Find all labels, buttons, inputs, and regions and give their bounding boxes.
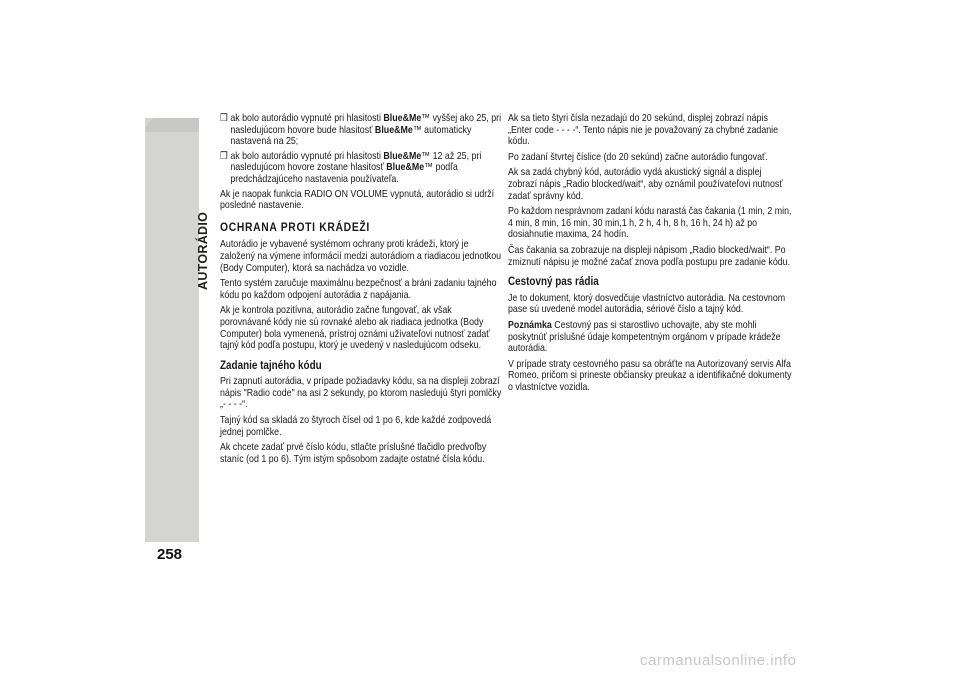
paragraph: Ak sa zadá chybný kód, autorádio vydá akustický signál a displej zobrazí nápis „Radio blocked/wait“, aby oznámil používateľovi nutnosť zadať správny kód. xyxy=(508,167,783,202)
right-column xyxy=(508,113,792,397)
paragraph: Po každom nesprávnom zadaní kódu narastá čas čakania (1 min, 2 min, 4 min, 8 min, 16 min, 30 min,1 h, 2 h, 4 h, 8 h, 16 h, 24 h) až po dosiahnutie maxima, 24 hodín. xyxy=(508,206,792,241)
paragraph: Ak chcete zadať prvé číslo kódu, stlačte príslušné tlačidlo predvoľby staníc (od 1 po 6). Tým istým spôsobom zadajte ostatné čísla kódu. xyxy=(220,442,487,465)
bullet-item xyxy=(220,113,504,148)
paragraph: Po zadaní štvrtej číslice (do 20 sekúnd) začne autorádio fungovať. xyxy=(508,151,768,163)
section-heading: OCHRANA PROTI KRÁDEŽI xyxy=(220,219,370,234)
paragraph: Tento systém zaručuje maximálnu bezpečnosť a bráni zadaniu tajného kódu po každom odpojení autorádia z napájania. xyxy=(220,278,497,301)
page-number: 258 xyxy=(157,546,183,563)
paragraph: Ak sa tieto štyri čísla nezadajú do 20 sekúnd, displej zobrazí nápis „Enter code - - - -“. Tento nápis nie je považovaný za chybné zadanie kódu. xyxy=(508,113,779,148)
paragraph: Tajný kód sa skladá zo štyroch čísel od 1 po 6, kde každé zodpovedá jednej pomlčke. xyxy=(220,415,492,438)
bullet-text: ak bolo autorádio vypnuté pri hlasitosti Blue&Me™ vyššej ako 25, pri nasledujúcom hovore bude hlasitosť Blue&Me™ automaticky nastavená na 25; xyxy=(230,113,502,148)
section-side-bar xyxy=(145,118,199,542)
paragraph: Je to dokument, ktorý dosvedčuje vlastníctvo autorádia. Na cestovnom pase sú uvedené model autorádia, sériové číslo a tajný kód. xyxy=(508,292,786,316)
brand-name: Blue&Me xyxy=(386,162,425,174)
watermark: carmanualsonline.info xyxy=(640,652,797,669)
paragraph: Pri zapnutí autorádia, v prípade požiadavky kódu, sa na displeji zobrazí nápis "Radio code" na asi 2 sekundy, po ktorom nasledujú štyri pomlčky „- - - -“. xyxy=(220,376,502,411)
bullet-text: ak bolo autorádio vypnuté pri hlasitosti Blue&Me™ 12 až 25, pri nasledujúcom hovore zostane hlasitosť Blue&Me™ podľa predchádzajúceho nastavenia používateľa. xyxy=(230,150,482,185)
note-label: Poznámka xyxy=(508,319,552,331)
checkbox-bullet-icon: ❒ xyxy=(220,150,228,162)
note-paragraph xyxy=(508,320,792,355)
subsection-heading: Zadanie tajného kódu xyxy=(220,359,322,372)
paragraph: Autorádio je vybavené systémom ochrany proti krádeži, ktorý je založený na výmene informácií medzi autorádiom a riadiacou jednotkou (Body Computer), ktorá sa nachádza vo vozidle. xyxy=(220,239,502,274)
paragraph: Ak je kontrola pozitívna, autorádio začne fungovať, ak však porovnávané kódy nie sú rovnaké alebo ak riadiaca jednotka (Body Computer) bola vymenená, prístroj oznámi užívateľovi nutnosť zadať tajný kód podľa postupu, ktorý je uvedený v nasledujúcom odseku. xyxy=(220,305,490,352)
note-text: Cestovný pas si starostlivo uchovajte, aby ste mohli poskytnúť príslušné údaje kompetentným orgánom v prípade krádeže autorádia. xyxy=(508,319,781,355)
checkbox-bullet-icon: ❒ xyxy=(220,113,228,124)
left-column xyxy=(220,113,504,469)
brand-name: Blue&Me xyxy=(383,113,422,124)
paragraph: V prípade straty cestovného pasu sa obráťte na Autorizovaný servis Alfa Romeo, pričom si prineste občiansky preukaz a identifikačné dokumenty o vlastníctve vozidla. xyxy=(508,358,792,393)
subsection-heading: Cestovný pas rádia xyxy=(508,276,599,289)
section-side-bar-tab xyxy=(145,118,199,132)
paragraph: Čas čakania sa zobrazuje na displeji nápisom „Radio blocked/wait“. Po zmiznutí nápisu je možné začať znova podľa postupu pre zadanie kódu. xyxy=(508,244,791,268)
paragraph: Ak je naopak funkcia RADIO ON VOLUME vypnutá, autorádio si udrží posledné nastavenie. xyxy=(220,188,495,212)
brand-name: Blue&Me xyxy=(374,124,413,136)
brand-name: Blue&Me xyxy=(383,150,422,162)
bullet-item xyxy=(220,151,504,186)
section-label: AUTORÁDIO xyxy=(196,211,210,290)
